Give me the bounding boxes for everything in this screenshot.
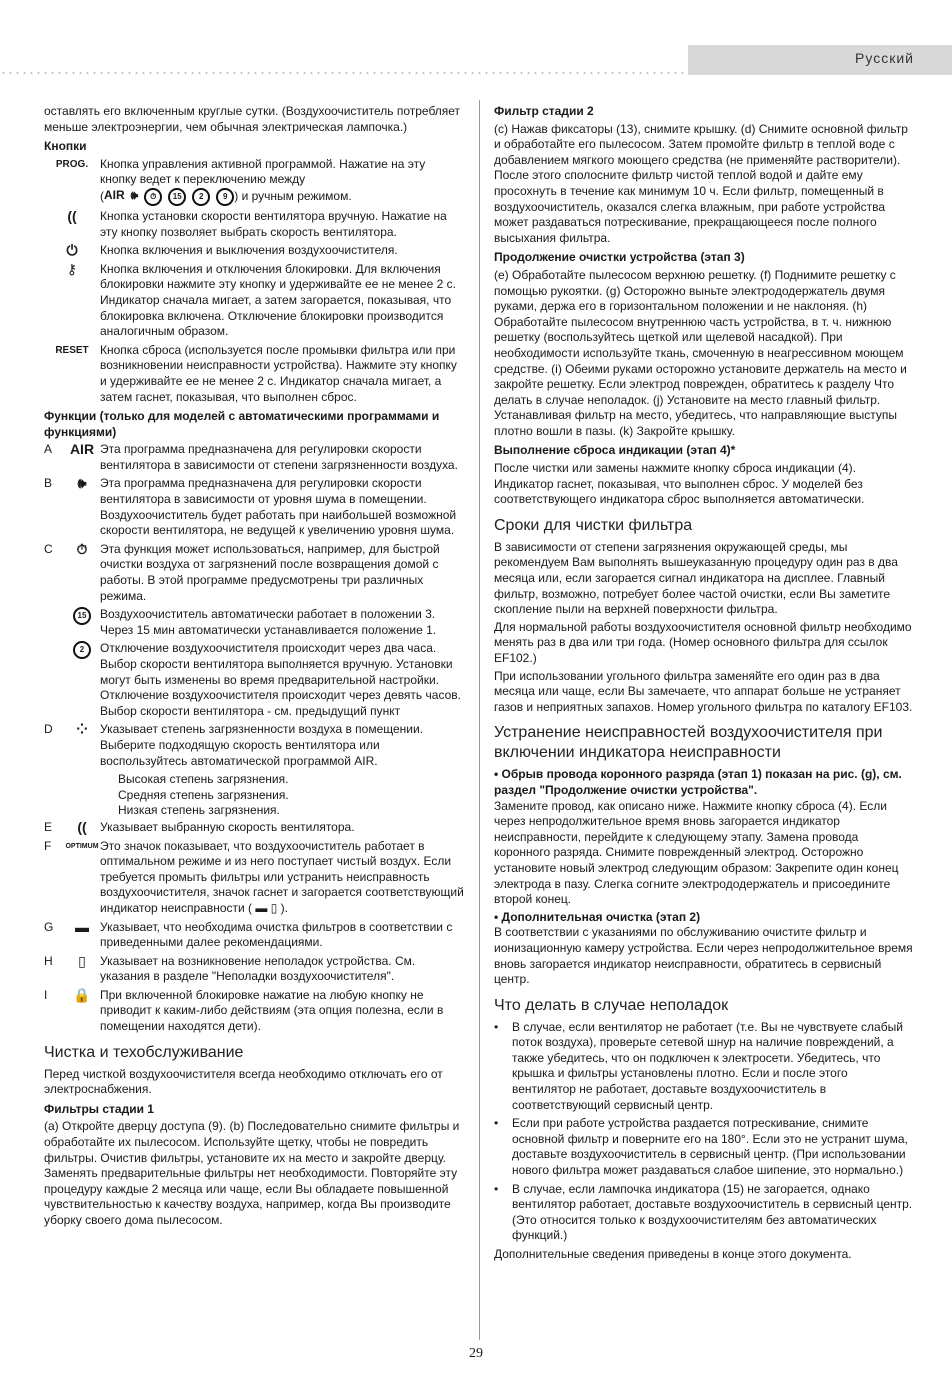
bullet-icon: • [494, 1019, 499, 1034]
bullet-icon: • [494, 1181, 499, 1196]
lock-icon: 🔒 [73, 986, 91, 1003]
timer-15-program-icon: 15 [168, 188, 186, 206]
function-desc: Эта программа предназначена для регулировки скорости вентилятора в зависимости от степени загрязненности воздуха. [100, 442, 458, 472]
button-row-lock [44, 262, 464, 340]
maintenance-intro: Перед чисткой воздухоочистителя всегда необходимо отключать его от электроснабжения. [44, 1066, 443, 1097]
fault1-text: Замените провод, как описано ниже. Нажмите кнопку сброса (4). Если через непродолжительное время вновь загорается индикатор неисправности, перейдите к следующему этапу. Замена провода коронного разряда. Снимите поврежденный электрод. Осторожно установите новый электрод следующим образом: Закрепите один конец электрода в пазу. Слегка согните электрододержатель и присоедините второй конец. [494, 798, 899, 907]
reset-text: После чистки или замены нажмите кнопку сброса индикации (4). Индикатор гаснет, показывая, что выполнен сброс. У моделей без соответствующего индикатора сброс выполняется автоматически. [494, 461, 865, 507]
timer-15-icon: 15 [73, 607, 91, 625]
program-icons [104, 188, 234, 206]
pollution-level-high: Высокая степень загрязнения. [118, 772, 289, 787]
timer-9-program-icon: 9 [216, 188, 234, 206]
function-label: D [44, 722, 53, 737]
function-row-d [44, 722, 464, 769]
function-label: A [44, 442, 53, 457]
pollution-level-medium: Средняя степень загрязнения. [118, 787, 289, 802]
left-column [44, 104, 464, 1231]
language-tab: Русский [688, 45, 952, 75]
function-row-a [44, 442, 464, 473]
function-desc: Эта функция может использоваться, например, для быстрой очистки воздуха от загрязнений после возвращения домой с работы. В этой программе предусмотрены три различных режима. [100, 541, 440, 603]
right-column [494, 104, 914, 1265]
function-label: F [44, 838, 52, 853]
fault-icon: ▯ [78, 952, 86, 969]
column-separator [479, 100, 480, 1340]
page-number: 29 [469, 1346, 483, 1361]
troubleshooting-item [494, 1020, 914, 1114]
noise-program-icon: 🕪 [130, 187, 139, 202]
function-desc: Указывает на возникновение неполадок устройства. См. указания в разделе "Неполадки воздухоочистителя". [100, 953, 416, 984]
timer-program-icon: ⏱ [144, 188, 162, 206]
function-desc: Эта программа предназначена для регулировки скорости вентилятора в зависимости от уровня шума в помещении. Воздухоочиститель будет работать при наибольшей возможной скорости вентилятора, не ведущей к увеличению уровня шума. [100, 476, 457, 538]
reset-icon: RESET [55, 344, 89, 356]
buttons-heading: Кнопки [44, 139, 87, 154]
troubleshooting-title: Что делать в случае неполадок [494, 996, 729, 1014]
power-icon: ⏻ [66, 242, 78, 259]
schedule-title: Сроки для чистки фильтра [494, 516, 693, 534]
function-row-b [44, 476, 464, 538]
button-row-fan [44, 209, 464, 240]
fault2-heading: • Дополнительная очистка (этап 2) [494, 909, 701, 924]
function-row-e [44, 820, 464, 836]
stage2-text: (c) Нажав фиксаторы (13), снимите крышку. (d) Снимите основной фильтр и обработайте его пылесосом. Затем промойте фильтр в теплой воде с добавлением мягкого моющего средства (не применяйте растворители). После этого сполосните фильтр чистой теплой водой и дайте ему просохнуть в течение как минимум 10 ч. Если фильтр, помещенный в воздухоочиститель, оказался слегка влажным, при работе устройства может раздаваться потрескивание, прекращающееся после полного высыхания фильтра. [494, 121, 908, 245]
function-desc: Указывает выбранную скорость вентилятора. [100, 819, 355, 834]
air-program-icon: AIR [104, 187, 125, 202]
function-desc: Это значок показывает, что воздухоочиститель работает в оптимальном режиме и из него поступает чистый воздух. Если требуется промыть фильтры или устранить неисправность воздухоочистителя, значок гаснет и загорается соответствующий индикатор неисправности ( ▬ ▯ ). [100, 838, 464, 915]
function-label: H [44, 953, 53, 968]
header-dotted-rule [0, 72, 688, 74]
function-label [44, 607, 64, 638]
schedule-text-1: В зависимости от степени загрязнения окружающей среды, мы рекомендуем Вам выполнять вышеуказанную процедуру один раз в два месяца или, если загорается сигнал индикатора на дисплее. Главный фильтр, возможно, потребует более частой очистки, если Вы заметите скопление пыли на верхней поверхности фильтра. [494, 539, 898, 617]
fan-speed-icon: (( [67, 207, 77, 224]
function-row-g [44, 920, 464, 951]
function-row-f [44, 839, 464, 917]
button-desc-fan: Кнопка установки скорости вентилятора вручную. Нажатие на эту кнопку позволяет выбрать скорость вентилятора. [100, 208, 447, 239]
button-row-prog: PROG. Кнопка управления активной программой. Нажатие на эту кнопку ведет к переключению между ( AIR 🕪 ⏱ 15 2 9 ) и ручным режимом. [44, 157, 464, 206]
functions-heading: Функции (только для моделей с автоматическими программами и функциями) [44, 409, 440, 439]
button-desc-power: Кнопка включения и выключения воздухоочистителя. [100, 243, 398, 258]
footer-note: Дополнительные сведения приведены в конце этого документа. [494, 1247, 852, 1261]
pollution-level-low: Низкая степень загрязнения. [118, 803, 280, 818]
prog-icon: PROG. [55, 158, 89, 170]
function-desc: Отключение воздухоочистителя происходит через два часа. Выбор скорости вентилятора выполняется вручную. Установки могут быть изменены во время предварительной настройки. Отключение воздухоочистителя происходит через девять часов. Выбор скорости вентилятора - см. предыдущий пункт [100, 641, 461, 718]
function-label: B [44, 476, 53, 491]
function-desc: Указывает степень загрязненности воздуха в помещении. Выберите подходящую скорость вентилятора или воспользуйтесь автоматической программой AIR. [100, 722, 424, 768]
button-row-reset [44, 343, 464, 405]
troubleshooting-text: В случае, если лампочка индикатора (15) не загорается, однако вентилятор работает, доставьте воздухоочиститель в сервисный центр. (Это относится только к воздухоочистителям без автоматических функций.) [512, 1181, 913, 1243]
function-label: E [44, 819, 53, 834]
fault-title: Устранение неисправностей воздухоочистителя при включении индикатора неисправности [494, 724, 883, 762]
function-desc: Указывает, что необходима очистка фильтров в соответствии с приведенными далее рекомендациями. [100, 919, 453, 950]
reset-heading: Выполнение сброса индикации (этап 4)* [494, 443, 736, 458]
function-label [44, 641, 64, 719]
function-row-c [44, 542, 464, 604]
button-desc-lock: Кнопка включения и отключения блокировки. Для включения блокировки нажмите эту кнопку и удерживайте ее не менее 2 с. Индикатор сначала мигает, а затем загорается, показывая, что блокировка включена. Отключение блокировки производится аналогичным образом. [100, 261, 456, 339]
timer-icon: ⏱ [76, 540, 88, 557]
air-icon: AIR [69, 441, 95, 458]
key-icon: ⚷ [66, 260, 78, 277]
timer-2-program-icon: 2 [192, 188, 210, 206]
function-label: I [44, 987, 48, 1002]
stage1-text: (a) Откройте дверцу доступа (9). (b) Последовательно снимите фильтры и обработайте их пылесосом. Используйте щетку, чтобы не повредить фильтры. Очистив фильтры, установите их на место и закройте дверцу. Заменять предварительные фильтры нет необходимости. Повторяйте эту процедуру каждые 2 месяца или чаще, если Вы обладаете повышенной чувствительностью к качеству воздуха, например, когда Вы производите уборку своего дома пылесосом. [44, 1119, 460, 1227]
function-row-timer15 [44, 607, 464, 638]
fault1-heading: • Обрыв провода коронного разряда (этап 1) показан на рис. (g), см. раздел "Продолжение очистки устройства". [494, 767, 902, 797]
timer-2-icon: 2 [73, 641, 91, 659]
schedule-text-2: Для нормальной работы воздухоочистителя основной фильтр необходимо менять раз в два или три года. (Номер основного фильтра для ссылок EF102.) [494, 619, 912, 665]
intro-paragraph: оставлять его включенным круглые сутки. (Воздухоочиститель потребляет меньше электроэнергии, чем обычная электрическая лампочка.) [44, 104, 461, 134]
troubleshooting-text: В случае, если вентилятор не работает (т.е. Вы не чувствуете слабый поток воздуха), проверьте сетевой шнур на наличие повреждений, а также убедитесь, что он подключен к электросети. Убедитесь, что крышка и фильтры установлены плотно. Если и после этого вентилятор не работает, доставьте воздухоочиститель в соответствующий сервисный центр. [512, 1019, 903, 1112]
stage1-heading: Фильтры стадии 1 [44, 1101, 154, 1116]
function-label: G [44, 919, 54, 934]
button-row-power [44, 243, 464, 259]
function-desc: Воздухоочиститель автоматически работает в положении 3. Через 15 мин автоматически устанавливается положение 1. [100, 607, 437, 637]
troubleshooting-item [494, 1116, 914, 1178]
troubleshooting-text: Если при работе устройства раздается потрескивание, снимите основной фильтр и поверните его на 180°. Если это не устранит шума, доставьте воздухоочиститель в сервисный центр. (При использовании нового фильтра может раздаваться слабое шипение, это нормально.) [512, 1116, 908, 1178]
maintenance-title: Чистка и техобслуживание [44, 1043, 244, 1061]
stage3-text: (e) Обработайте пылесосом верхнюю решетку. (f) Поднимите решетку с помощью рукоятки. (g) Осторожно выньте электрододержатель двумя руками, держа его в горизонтальном положении и не наклоняя. (h) Обработайте пылесосом внутреннюю часть устройства, в т. ч. нижнюю решетку (воспользуйтесь щеткой или щелевой насадкой). При необходимости используйте ткань, смоченную в неагрессивном моющем средстве. (i) Обеими руками осторожно установите держатель на место и закройте решетку. Если электрод поврежден, обратитесь к разделу Что делать в случае неполадок. (j) Установите на место главный фильтр. Устанавливая фильтр на место, убедитесь, что направляющие выступы плотно вошли в пазы. (k) Закройте крышку. [494, 267, 907, 438]
fault2-text: В соответствии с указаниями по обслуживанию очистите фильтр и ионизационную камеру устройства. Если через непродолжительное время вновь загорается индикатор неисправности, обратитесь в сервисный центр. [494, 925, 913, 987]
prog-suffix: ) и ручным режимом. [234, 189, 352, 204]
function-label: C [44, 541, 53, 556]
button-desc-reset: Кнопка сброса (используется после промывки фильтра или при возникновении неисправности устройства). Нажмите эту кнопку и удерживайте ее не менее 2 с. Индикатор сначала мигает, а затем гаснет, показывая, что выполнен сброс. [100, 342, 457, 404]
function-row-h [44, 954, 464, 985]
function-desc: При включенной блокировке нажатие на любую кнопку не приводит к каким-либо действиям (эта опция полезна, если в помещении находятся дети). [100, 987, 444, 1034]
optimum-icon: OPTIMUM [65, 842, 99, 850]
stage3-heading: Продолжение очистки устройства (этап 3) [494, 250, 745, 265]
stage2-heading: Фильтр стадии 2 [494, 104, 594, 118]
function-row-timer2 [44, 641, 464, 719]
filter-cleaning-icon: ▬ [75, 918, 89, 935]
fan-speed-indicator-icon: (( [77, 818, 87, 835]
noise-icon: 🕪 [77, 475, 87, 492]
schedule-text-3: При использовании угольного фильтра заменяйте его один раз в два месяца или чаще, если Вы замечаете, что аппарат больше не устраняет газов и неприятных запахов. Номер угольного фильтра по каталогу EF103. [494, 668, 913, 714]
pollution-icon: ⁘ [76, 721, 88, 738]
function-row-i [44, 988, 464, 1035]
button-desc-prog: Кнопка управления активной программой. Нажатие на эту кнопку ведет к переключению между [100, 156, 426, 187]
bullet-icon: • [494, 1116, 499, 1131]
troubleshooting-item [494, 1182, 914, 1244]
